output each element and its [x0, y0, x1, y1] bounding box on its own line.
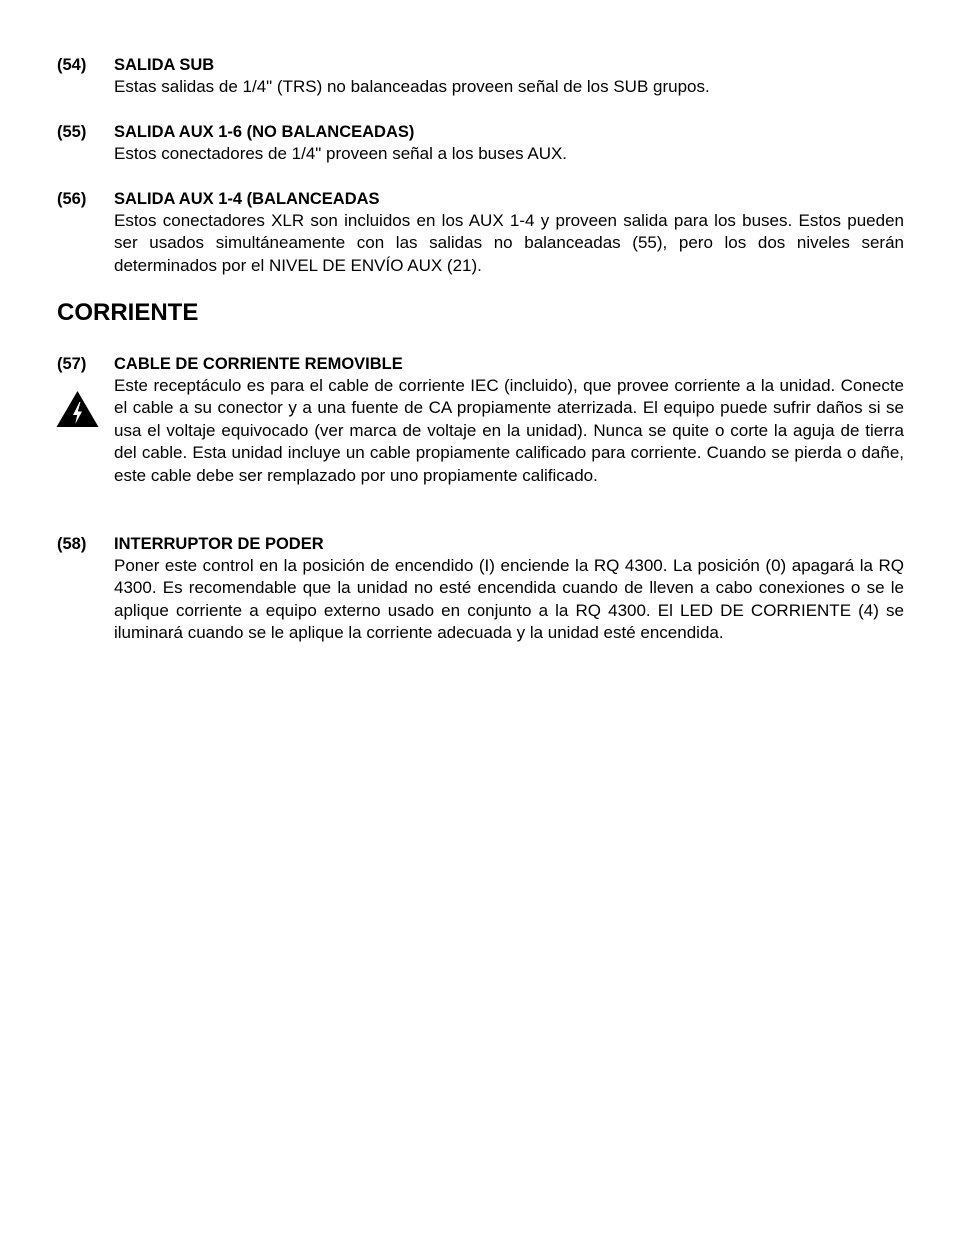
item-number: (58): [57, 535, 87, 553]
item-title: INTERRUPTOR DE PODER: [114, 535, 324, 553]
item-title: SALIDA AUX 1-4 (BALANCEADAS: [114, 190, 380, 208]
item-55: [57, 121, 907, 165]
electrical-warning-icon: [56, 390, 99, 428]
item-header: [57, 353, 907, 375]
item-57: [57, 353, 907, 487]
item-header: [57, 188, 907, 210]
item-number: (57): [57, 355, 87, 373]
item-number: (56): [57, 190, 87, 208]
item-title: SALIDA AUX 1-6 (NO BALANCEADAS): [114, 123, 415, 141]
item-description: Este receptáculo es para el cable de corriente IEC (incluido), que provee corriente a la unidad. Conecte el cable a su conector y a una fuente de CA propiamente aterrizada. El equipo puede sufrir daños si se usa el voltaje equivocado (ver marca de voltaje en la unidad). Nunca se quite o corte la aguja de tierra del cable. Esta unidad incluye un cable propiamente calificado para corriente. Cuando se pierda o dañe, este cable debe ser remplazado por uno propiamente calificado.: [114, 376, 904, 485]
item-description: Estas salidas de 1/4" (TRS) no balanceadas proveen señal de los SUB grupos.: [114, 77, 710, 96]
item-description: Estos conectadores XLR son incluidos en los AUX 1-4 y proveen salida para los buses. Estos pueden ser usados simultáneamente con las salidas no balanceadas (55), pero los dos niveles serán determinados por el NIVEL DE ENVÍO AUX (21).: [114, 211, 904, 275]
item-description: Estos conectadores de 1/4" proveen señal a los buses AUX.: [114, 144, 568, 163]
item-title: SALIDA SUB: [114, 56, 215, 74]
item-header: [57, 533, 907, 555]
section-heading: CORRIENTE: [57, 299, 199, 326]
item-title: CABLE DE CORRIENTE REMOVIBLE: [114, 355, 403, 373]
item-56: [57, 188, 907, 277]
item-58: [57, 533, 907, 645]
item-54: [57, 54, 907, 98]
item-number: (54): [57, 56, 87, 74]
item-header: [57, 54, 907, 76]
item-header: [57, 121, 907, 143]
item-number: (55): [57, 123, 87, 141]
item-description: Poner este control en la posición de encendido (I) enciende la RQ 4300. La posición (0) apagará la RQ 4300. Es recomendable que la unidad no esté encendida cuando de lleven a cabo conexiones o se le aplique corriente a equipo externo usado en conjunto a la RQ 4300. El LED DE CORRIENTE (4) se iluminará cuando se le aplique la corriente adecuada y la unidad esté encendida.: [114, 556, 904, 643]
